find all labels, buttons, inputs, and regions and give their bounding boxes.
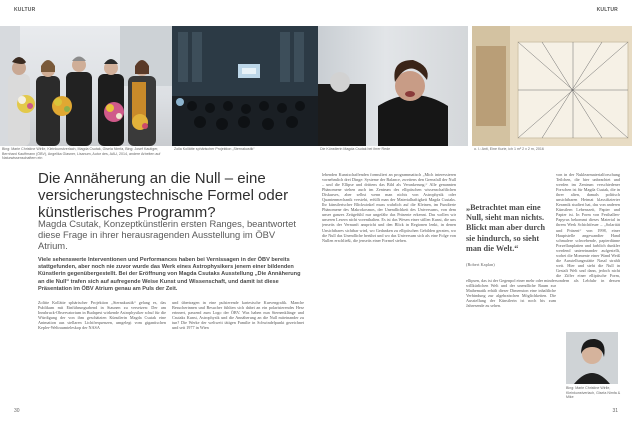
projection-illustration [172,26,318,146]
body-column-3 [322,172,456,398]
page-number-right: 31 [612,408,618,414]
body-column-1: Zolitte Kollätte sphärischer Projektion „Sternakustik“ gelang es, das Publikum mit Einführungsabend in Staunen zu versetzen: Der am Innsbruck-Observatorium in Budapest wirkende Astrophysiker schuf für die Würdigung der von ihm geschätzten Künstlerin Magda Csutak eine Animation aus stellaren Lichtfrequenzen, umgelegt vom gigantischen Kepler-Weltraumteleskop der NASA [38,300,166,331]
artwork-photo [472,26,632,146]
artwork-illustration [472,26,632,146]
article-lead: Viele sehenswerte Interventionen und Performances haben bei Vernissagen in der ÖBV bereits stattgefunden, aber noch nie zuvor wurde das Werk eines Astrophysikers jenem einer bildenden Künstlerin gegenübergestellt. Bei der Eröffnung von Magda Csutaks Ausstellung „Die Annäherung an die Null“ trafen sich auf aufregende Weise Kunst und Wissenschaft, und damit ist diese Präsentation im ÖBV Atrium genau am Puls der Zeit. [38,257,301,292]
portrait-caption: Bing: Marie Christine Wirlle, Kleinkunstverlach, Gisela Nimfa & Mike [566,386,621,400]
group-illustration [0,26,172,146]
body-paragraph: lebenden Kunstschaffenden formuliert an programmatisch „Mich interessieren vornehmlich drei Dinge: Systeme der Balance, zweitens den Grenzfall der Null – und die Ellipse und drittens das Bild als Verankerung.“ Alle genannten Phänomene stehen auch im Zentrum des elliptischen wissenschaftlichen Diskurses, aber selbst wenn man nichts von Astrophysik oder Quantenmechanik versteht, erfüllt man der Materialhaftigkeit Magda Csutaks. Ihr künstlerischer Blickwinkel muss wahrlich auf die Kleinen, im Fundierte Phänomene des Makrokosmos, der Unendlichkeit des Universums, von dem unser ganzes Zeitgefühl nur ungefähr das Präsente erkennt. Das wollen wir unseren Lesern nicht vorenthalten. Es ist das Wesen einer stillen Kunst, die uns jenseits der Vernunft anspricht und den Blick in Regionen lenkt, in denen Unsichtbares sichtbar wird, wo Gedanken zu elliptischen Gebilden geraten, wo die Null das Unendliche berührt und wo das Universum sich als eine Folge von Nullen erschließt, die jenseits einer Formel stehen. [322,172,456,243]
portrait-photo [566,332,618,384]
group-photo [0,26,172,146]
page-number-left: 30 [14,408,20,414]
speaker-photo [318,26,468,146]
speaker-photo-caption: Die Künstlerin Magda Csutak bei ihrer Rede [320,147,391,151]
body-column-right-top: von in der Nuklearmaterialforschung Teilchen, die hier unbeachtet und werden im Zentrum verschiedener Forschen ist für Magda Csutak, die in ihrer alten, damals politisch unsichtbaren Heimat klassifizierter Keramik studiert hat, das von anderen Künstlern Lebenszeit, Papier und Papier ist. In Form von Festhallen-Papyrus bekommt dieses Material in ihrem Werk Schichtfeuer – „Solarität und Präsent“ von 1998, einer Hauptstelle angewandter Hand schmalere schwebende, papierdünne Porzellanplatten und farblich dunkler werdend untereinander aufgestellt, wobei die Momente einer Wand Weiß die Ausstellungsstätte Nasal strahlt weit. Hier und steht die Null in Gestalt Welt und dann, jedoch nicht die Ziffer einer elliptische Form, sondern als Lebfuhr in dessen [556,172,620,282]
body-column-right-lower: ellipsen, das ist der Gegenpol einer mehr oder minder willkürlichen Welt und der unendliche Raum zur Mathematik erhält dieser Dimension eine inhaltliche Verbindung zur algebraischen Möglichkeiten. Die Ausstellung der Künstlerin ist noch bis zum Jahresende zu sehen. [466,278,556,309]
body-column-2: und übertragen in eine pulsierende kartesische Kurvengrafik. Manche Besucherinnen und Besucher fühlten sich dabei an ein polarisierendes Herz erinnert, passend zum Logo der ÖBV. Was haben nun Sternenklänge und Csutaks Kunst, Astrophysik und die Annäherung an die Null miteinander zu tun? Die Werke der weltweit tätigen Familie in Schwindelpunkt gezeichnet und seit 1977 in Wien [172,300,304,331]
article-subtitle: Magda Csutak, Konzeptkünstlerin ersten Ranges, beantwortet diese Frage in ihrer herausragenden Ausstellung im ÖBV Atrium. [38,218,296,251]
portrait-illustration [566,332,618,384]
projection-photo-caption: Zolla Kollätte sphärischer Projektion „Sternakustik“ [174,147,255,151]
group-photo-caption: Bing: Marie Christine Wirlle, Kleinkunstverlach, Magda Csutak, Gisela Nimfa, Bing: Josef Kautiger, Bernhard Kauffmann (ÖBV), Angelika Glasner, Lisanum, Autor des, AAU, 2014, andere Arbeiten auf Naturwissenschaftern ein [2,147,161,161]
artwork-photo-caption: o. l.: Anti, Eine Kurie, ich 1 m² 2 x 2 m, 2016 [474,147,544,151]
speaker-illustration [318,26,468,146]
pull-quote: „Betrachtet man eine Null, sieht man nichts. Blickt man aber durch sie hindurch, so sieht man die Welt.“ [466,203,546,253]
section-kicker-right: KULTUR [596,7,618,13]
projection-photo [172,26,318,146]
article-title: Die Annäherung an die Null – eine versicherungstechnische Formel oder künstlerisches Programm? [38,170,289,221]
section-kicker-left: KULTUR [14,7,36,13]
quote-author: (Robert Kaplan) [466,262,495,267]
